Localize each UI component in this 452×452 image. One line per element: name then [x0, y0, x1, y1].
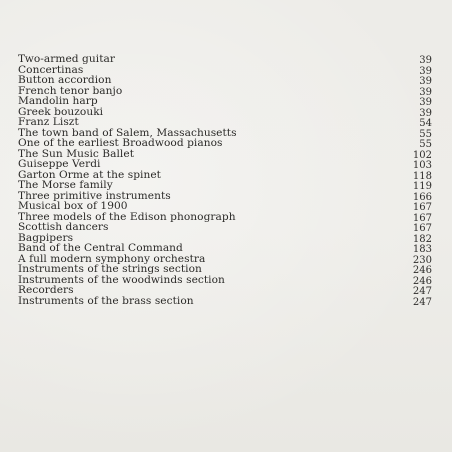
list-item: [18, 243, 432, 254]
page-number: 39: [419, 76, 432, 87]
list-item: [18, 285, 432, 296]
list-item: [18, 275, 432, 286]
page-number: 230: [412, 254, 432, 266]
page-number: 55: [419, 139, 432, 150]
illustration-title: Bagpipers: [18, 231, 74, 244]
page-number: 167: [412, 202, 432, 213]
list-item: [18, 138, 432, 149]
page-number: 118: [412, 170, 432, 182]
list-item: [18, 180, 432, 191]
page-number: 39: [419, 107, 432, 119]
list-item: [18, 107, 432, 118]
page-number: 55: [419, 128, 432, 140]
illustration-title: Scottish dancers: [18, 221, 109, 233]
page-number: 182: [412, 233, 432, 245]
illustration-title: Button accordion: [18, 74, 112, 86]
illustration-title: Instruments of the brass section: [18, 294, 194, 307]
illustration-title: The Sun Music Ballet: [18, 147, 134, 160]
illustration-title: Greek bouzouki: [18, 105, 104, 118]
page-number: 39: [419, 65, 432, 77]
page-number: 119: [412, 181, 432, 192]
illustration-title: Concertinas: [18, 63, 84, 76]
page-number: 247: [412, 296, 432, 308]
page-number: 166: [412, 191, 432, 203]
page-number: 246: [412, 275, 432, 287]
page-number: 247: [412, 286, 432, 297]
illustration-title: French tenor banjo: [18, 84, 123, 97]
illustration-title: The town band of Salem, Massachusetts: [18, 126, 237, 139]
illustration-title: Musical box of 1900: [18, 200, 128, 212]
illustration-title: The Morse family: [18, 179, 113, 191]
page-number: 54: [419, 118, 432, 129]
list-item: [18, 54, 432, 65]
page-number: 102: [412, 149, 432, 161]
illustration-title: Garton Orme at the spinet: [18, 168, 161, 181]
illustration-title: Three models of the Edison phonograph: [18, 210, 236, 223]
illustration-title: Recorders: [18, 284, 74, 296]
page-number: 39: [419, 97, 432, 108]
page-number: 103: [412, 160, 432, 171]
list-item: [18, 296, 432, 307]
list-item: [18, 96, 432, 107]
illustration-title: Two-armed guitar: [18, 53, 115, 65]
page-number: 39: [419, 55, 432, 66]
illustration-title: Mandolin harp: [18, 95, 98, 107]
list-item: [18, 264, 432, 275]
illustration-title: Instruments of the woodwinds section: [18, 273, 225, 286]
list-item: [18, 117, 432, 128]
page-number: 167: [412, 212, 432, 224]
illustration-title: Guiseppe Verdi: [18, 158, 101, 170]
illustration-title: One of the earliest Broadwood pianos: [18, 137, 223, 149]
page-number: 246: [412, 265, 432, 276]
illustration-title: Three primitive instruments: [18, 189, 171, 202]
illustration-title: Franz Liszt: [18, 116, 79, 128]
illustration-list: [18, 54, 432, 306]
illustration-title: A full modern symphony orchestra: [18, 252, 206, 265]
list-item: [18, 75, 432, 86]
page-number: 167: [412, 223, 432, 234]
illustration-title: Instruments of the strings section: [18, 263, 202, 275]
illustration-title: Band of the Central Command: [18, 242, 183, 254]
list-item: [18, 201, 432, 212]
page-number: 183: [412, 244, 432, 255]
list-item: [18, 159, 432, 170]
page-number: 39: [419, 86, 432, 98]
list-item: [18, 222, 432, 233]
